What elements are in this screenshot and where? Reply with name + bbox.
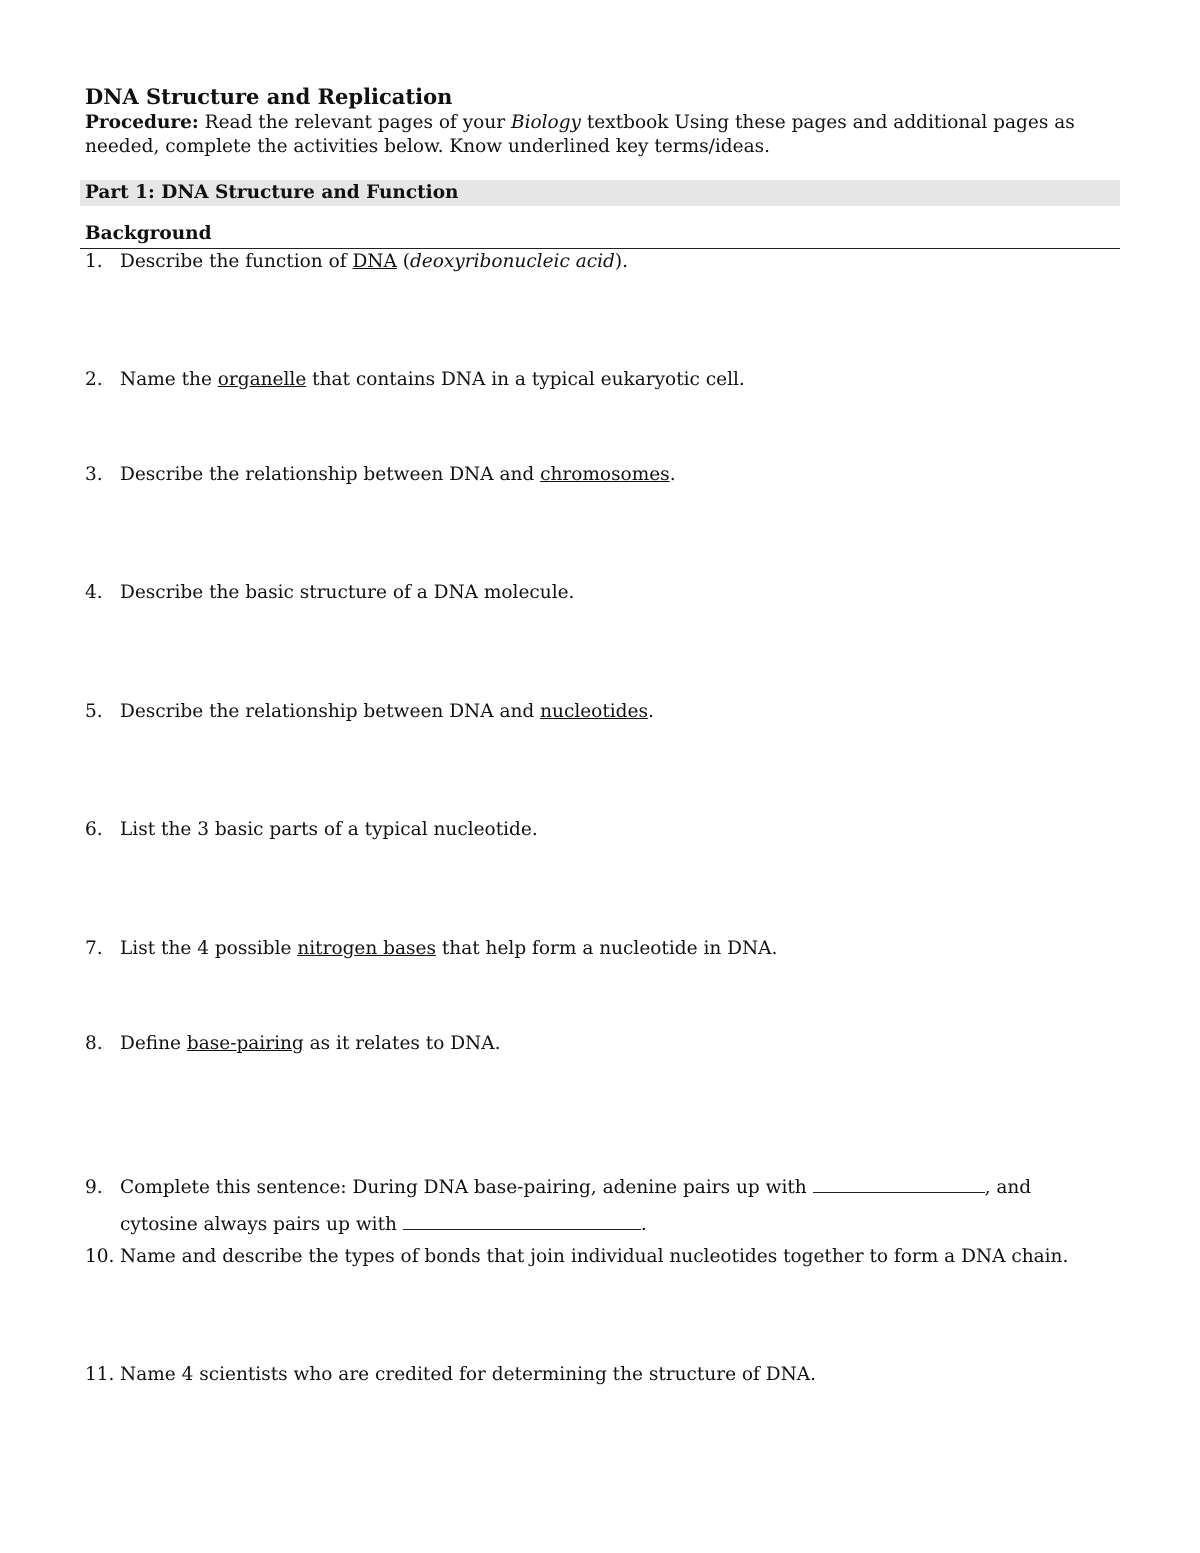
key-term-nitrogen-bases: nitrogen bases (297, 938, 436, 959)
question-9-continuation (85, 1211, 1031, 1237)
key-term-dna: DNA (352, 251, 397, 272)
question-2 (85, 368, 745, 392)
procedure-paragraph (85, 111, 1115, 159)
question-7 (85, 937, 777, 961)
question-text: ( (396, 251, 410, 272)
question-number: 3. (85, 464, 103, 485)
question-text: Describe the basic structure of a DNA molecule. (120, 582, 575, 603)
question-text: that help form a nucleotide in DNA. (435, 938, 778, 959)
procedure-text-2: textbook Using these pages and additional pages as needed, complete the activities below. Know underlined key terms/ideas. (85, 112, 1075, 157)
key-term-chromosomes: chromosomes (540, 464, 670, 485)
question-text: as it relates to DNA. (303, 1033, 501, 1054)
question-10 (85, 1245, 1068, 1269)
question-number: 10. (85, 1246, 115, 1267)
key-term-organelle: organelle (217, 369, 307, 390)
question-number: 4. (85, 582, 103, 603)
key-term-base-pairing: base-pairing (186, 1033, 304, 1054)
question-text: . (647, 701, 654, 722)
question-number: 6. (85, 819, 103, 840)
question-text: Describe the function of (120, 251, 353, 272)
question-5 (85, 700, 654, 724)
question-text: Define (120, 1033, 187, 1054)
question-number: 8. (85, 1033, 103, 1054)
question-text: List the 3 basic parts of a typical nucleotide. (120, 819, 538, 840)
section-heading-background: Background (85, 223, 212, 244)
procedure-text-1: Read the relevant pages of your (204, 112, 506, 133)
answer-blank-cytosine[interactable] (403, 1211, 641, 1230)
question-number: 7. (85, 938, 103, 959)
question-text: cytosine always pairs up with (120, 1214, 403, 1235)
question-text: Name 4 scientists who are credited for determining the structure of DNA. (120, 1364, 817, 1385)
question-text: Name the (120, 369, 218, 390)
question-text: , and (984, 1177, 1032, 1198)
question-3 (85, 463, 676, 487)
question-text: Describe the relationship between DNA and (120, 701, 541, 722)
question-text: List the 4 possible (120, 938, 298, 959)
question-text: ). (614, 251, 628, 272)
question-text: . (640, 1214, 647, 1235)
question-1 (85, 250, 628, 274)
question-number: 1. (85, 251, 103, 272)
section-divider (80, 248, 1120, 249)
question-4 (85, 581, 574, 605)
procedure-book-title: Biology (510, 112, 581, 133)
part-1-title: Part 1: DNA Structure and Function (85, 182, 459, 203)
question-6 (85, 818, 538, 842)
question-number: 5. (85, 701, 103, 722)
answer-blank-adenine[interactable] (813, 1174, 985, 1193)
question-text: Complete this sentence: During DNA base-pairing, adenine pairs up with (120, 1177, 813, 1198)
question-text: that contains DNA in a typical eukaryotic cell. (306, 369, 745, 390)
question-number: 2. (85, 369, 103, 390)
procedure-label: Procedure: (85, 112, 199, 133)
question-number: 9. (85, 1177, 103, 1198)
question-text: . (669, 464, 676, 485)
question-11 (85, 1363, 816, 1387)
key-term-expansion: deoxyribonucleic acid (409, 251, 615, 272)
page-title: DNA Structure and Replication (85, 84, 453, 109)
question-text: Name and describe the types of bonds that join individual nucleotides together to form a DNA chain. (120, 1246, 1069, 1267)
question-number: 11. (85, 1364, 115, 1385)
question-8 (85, 1032, 500, 1056)
key-term-nucleotides: nucleotides (540, 701, 648, 722)
question-9 (85, 1174, 1031, 1237)
question-text: Describe the relationship between DNA and (120, 464, 541, 485)
